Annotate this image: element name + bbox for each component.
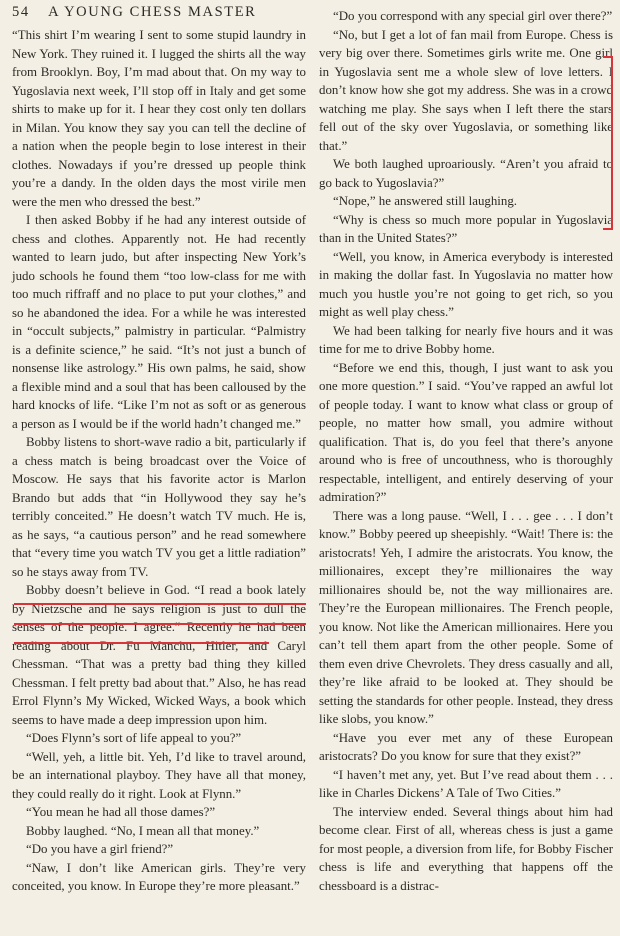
margin-bracket-annotation <box>603 56 613 230</box>
paragraph: “Before we end this, though, I just want to ask you one more question.” I said. “You’ve rapped an awful lot of people today. I want to know what class or group of people, no matter how small, you admire without qualification. That is, do you feel that there’s anyone around who is free of uncouthness, who is thoroughly respectable, intelligent, and entirely deserving of your admiration?” <box>319 360 613 504</box>
paragraph: “Do you correspond with any special girl over there?” <box>333 9 613 23</box>
paragraph: We had been talking for nearly five hours and it was time for me to drive Bobby home. <box>319 323 613 356</box>
running-title: A YOUNG CHESS MASTER <box>48 4 257 20</box>
paragraph: “Well, you know, in America everybody is interested in making the dollar fast. In Yugoslavia no matter how much you hustle you’re not going to get rich, so you might as well play chess.” <box>319 249 613 319</box>
paragraph: “Naw, I don’t like American girls. They’re very conceited, you know. In Europe they’re more pleasant.” <box>12 860 306 893</box>
bracketed-paragraph: We both laughed uproariously. “Aren’t you afraid to go back to Yugoslavia?” <box>319 157 613 190</box>
underlined-paragraph: Bobby doesn’t believe in God. “I read a book lately by Nietzsche and he says religion is just to dull the senses of the people. I agree.” Recently he had been reading about Dr. Fu Manchu, Hitler, and Caryl Chessman. “That was a pretty bad thing they killed Chessman. I felt pretty bad about that.” Also, he has read Errol Flynn’s My Wicked, Wicked Ways, a book which seems to have made a deep impression upon him. <box>12 583 306 727</box>
paragraph: “Does Flynn’s sort of life appeal to you?” <box>26 731 242 745</box>
paragraph: “You mean he had all those dames?” <box>26 805 216 819</box>
bracketed-paragraph: “No, but I get a lot of fan mail from Europe. Chess is very big over there. Sometimes girls write me. One girl in Yugoslavia sent me a whole slew of love letters. I don’t know how she got my address. She was in a crowd watching me play. She says when I left there the stars fell out of the sky over Yugoslavia, or something like that.” <box>319 27 613 153</box>
left-column <box>12 26 306 896</box>
underline-annotation <box>14 623 306 625</box>
paragraph: “Have you ever met any of these European aristocrats? Do you know for sure that they exist?” <box>319 730 613 763</box>
paragraph: “Well, yeh, a little bit. Yeh, I’d like to travel around, be an international playboy. They have all that money, they could really do it right. Look at Flynn.” <box>12 749 306 801</box>
paragraph: “Do you have a girl friend?” <box>26 842 174 856</box>
right-column <box>319 7 613 895</box>
paragraph: “Why is chess so much more popular in Yugoslavia than in the United States?” <box>319 212 613 245</box>
paragraph: The interview ended. Several things about him had become clear. First of all, whereas chess is just a game for most people, a diversion from life, for Bobby Fischer chess is life and everything that happens off the chessboard is a distrac- <box>319 804 613 893</box>
running-header <box>12 4 312 26</box>
page-number: 54 <box>12 4 30 20</box>
paragraph: Bobby listens to short-wave radio a bit, particularly if a chess match is being broadcast over the Voice of Moscow. He says that his favorite actor is Marlon Brando but adds that “in Hollywood they say he’s terribly conceited.” He doesn’t watch TV much. He is, as he says, “a cautious person” and he read somewhere that “every time you watch TV you get a little radiation” so he stays away from TV. <box>12 435 306 579</box>
paragraph: “This shirt I’m wearing I sent to some stupid laundry in New York. They ruined it. I lugged the shirts all the way from Brooklyn. Boy, I’m mad about that. On my way to Yugoslavia next week, I’ll stop off in Italy and get some shirts to make up for it. I hear they cost only ten dollars in Milan. You know they say you can tell the decline of a nation when the people begin to lose interest in their clothes. Nowadays if you’re dressed up people think you’re a dandy. In the olden days the most virile men were the men who dressed the best.” <box>12 28 306 209</box>
paragraph: Bobby laughed. “No, I mean all that money.” <box>26 823 260 838</box>
paragraph: “I haven’t met any, yet. But I’ve read about them . . . like in Charles Dickens’ A Tale of Two Cities.” <box>319 767 613 800</box>
underline-annotation <box>14 603 306 605</box>
paragraph: “Nope,” he answered still laughing. <box>333 194 517 208</box>
underline-annotation <box>14 642 269 644</box>
paragraph: I then asked Bobby if he had any interest outside of chess and clothes. Apparently not. He had recently wanted to learn judo, but after inspecting New York’s judo schools he found them “too low-class for me with too much riffraff and no place to put your clothes,” and so he abandoned the idea. For a while he was interested in “occult subjects,” palmistry in particular. “Palmistry is a definite science,” he said. “It’s not just a bunch of nonsense like astrology.” His own palms, he said, show a flexible mind and a soul that has been calloused by the hard knocks of life. “Like I’m not as soft or as generous a person as I would be if the world hadn’t changed me.” <box>12 213 306 431</box>
paragraph: There was a long pause. “Well, I . . . gee . . . I don’t know.” Bobby peered up sheepishly. “Wait! There is: the aristocrats! Yeh, I admire the aristocrats. You know, the millionaires, except they’re millionaires the way millionaires should be, not the way millionaires are. They’re the European millionaires. The French people, you know. Not like the American millionaires. Here you can’t tell them apart from the other people. Some of them even drive Chevrolets. They dress casually and all, they’re like afraid to be looked at. They should be setting the standards for other people. Instead, they dress like slobs, you know.” <box>319 508 613 726</box>
